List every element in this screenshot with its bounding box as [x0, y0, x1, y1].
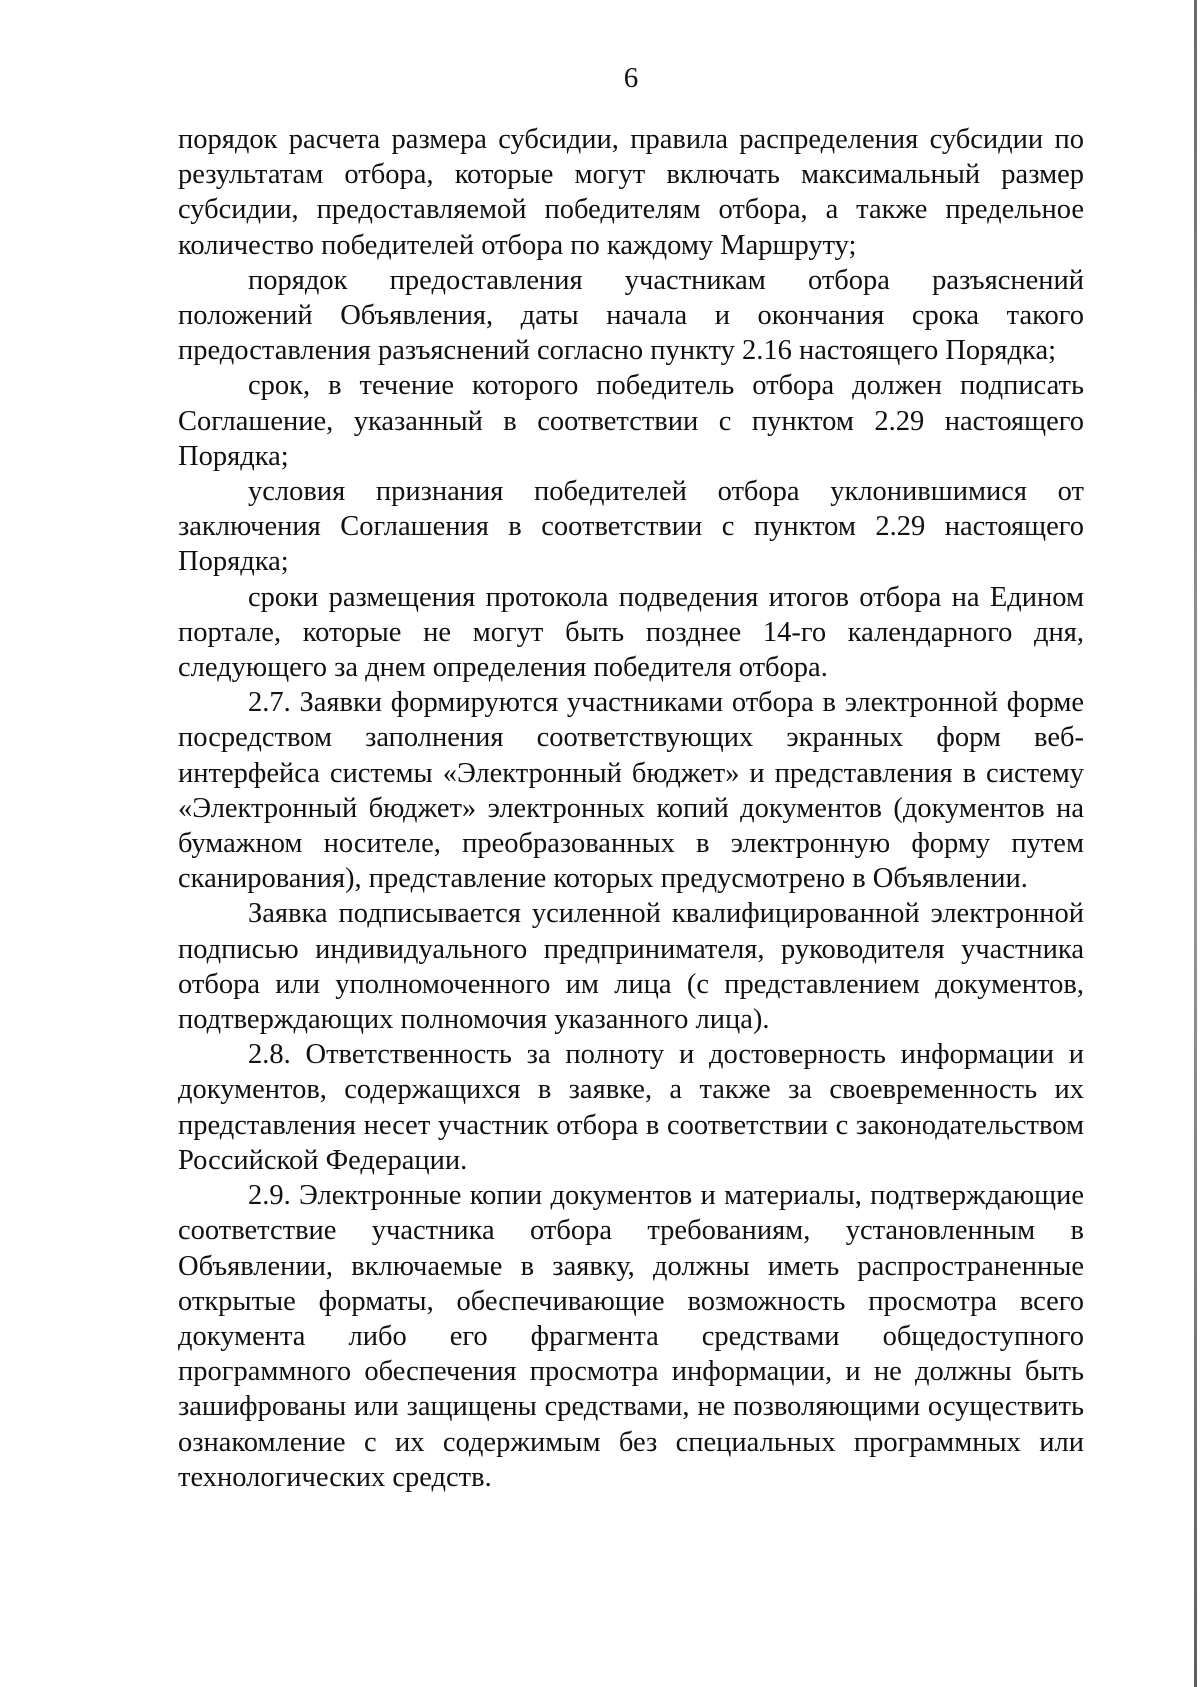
scan-edge — [1194, 0, 1197, 1687]
paragraph-2-8: 2.8. Ответственность за полноту и достоверность информации и документов, содержащихся в заявке, а также за своевременность их представления несет участник отбора в соответствии с законодательством Российской Федерации. — [178, 1039, 1084, 1176]
document-body — [178, 122, 1084, 1495]
paragraph-clarifications: порядок предоставления участникам отбора разъяснений положений Объявления, даты начала и окончания срока такого предоставления разъяснений согласно пункту 2.16 настоящего Порядка; — [178, 264, 1084, 367]
paragraph-2-7: 2.7. Заявки формируются участниками отбора в электронной форме посредством заполнения соответствующих экранных форм веб-интерфейса системы «Электронный бюджет» и представления в систему «Электронный бюджет» электронных копий документов (документов на бумажном носителе, преобразованных в электронную форму путем сканирования), представление которых предусмотрено в Объявлении. — [178, 687, 1084, 895]
paragraph-signing-term: срок, в течение которого победитель отбора должен подписать Соглашение, указанный в соответствии с пунктом 2.29 настоящего Порядка; — [178, 370, 1084, 472]
page-number: 6 — [623, 62, 639, 94]
paragraph-application-signature: Заявка подписывается усиленной квалифицированной электронной подписью индивидуального предпринимателя, руководителя участника отбора или уполномоченного им лица (с представлением документов, подтверждающих полномочия указанного лица). — [178, 898, 1084, 1036]
paragraph-calculation-order: порядок расчета размера субсидии, правила распределения субсидии по результатам отбора, которые могут включать максимальный размер субсидии, предоставляемой победителям отбора, а также предельное количество победителей отбора по каждому Маршруту; — [178, 124, 1084, 261]
paragraph-2-9: 2.9. Электронные копии документов и материалы, подтверждающие соответствие участника отбора требованиям, установленным в Объявлении, включаемые в заявку, должны иметь распространенные открытые форматы, обеспечивающие возможность просмотра всего документа либо его фрагмента средствами общедоступного программного обеспечения просмотра информации, и не должны быть зашифрованы или защищены средствами, не позволяющими осуществить ознакомление с их содержимым без специальных программных или технологических средств. — [178, 1180, 1084, 1493]
paragraph-evasion-conditions: условия признания победителей отбора уклонившимися от заключения Соглашения в соответствии с пунктом 2.29 настоящего Порядка; — [178, 476, 1084, 578]
paragraph-protocol-posting: сроки размещения протокола подведения итогов отбора на Едином портале, которые не могут быть позднее 14-го календарного дня, следующего за днем определения победителя отбора. — [178, 581, 1084, 684]
